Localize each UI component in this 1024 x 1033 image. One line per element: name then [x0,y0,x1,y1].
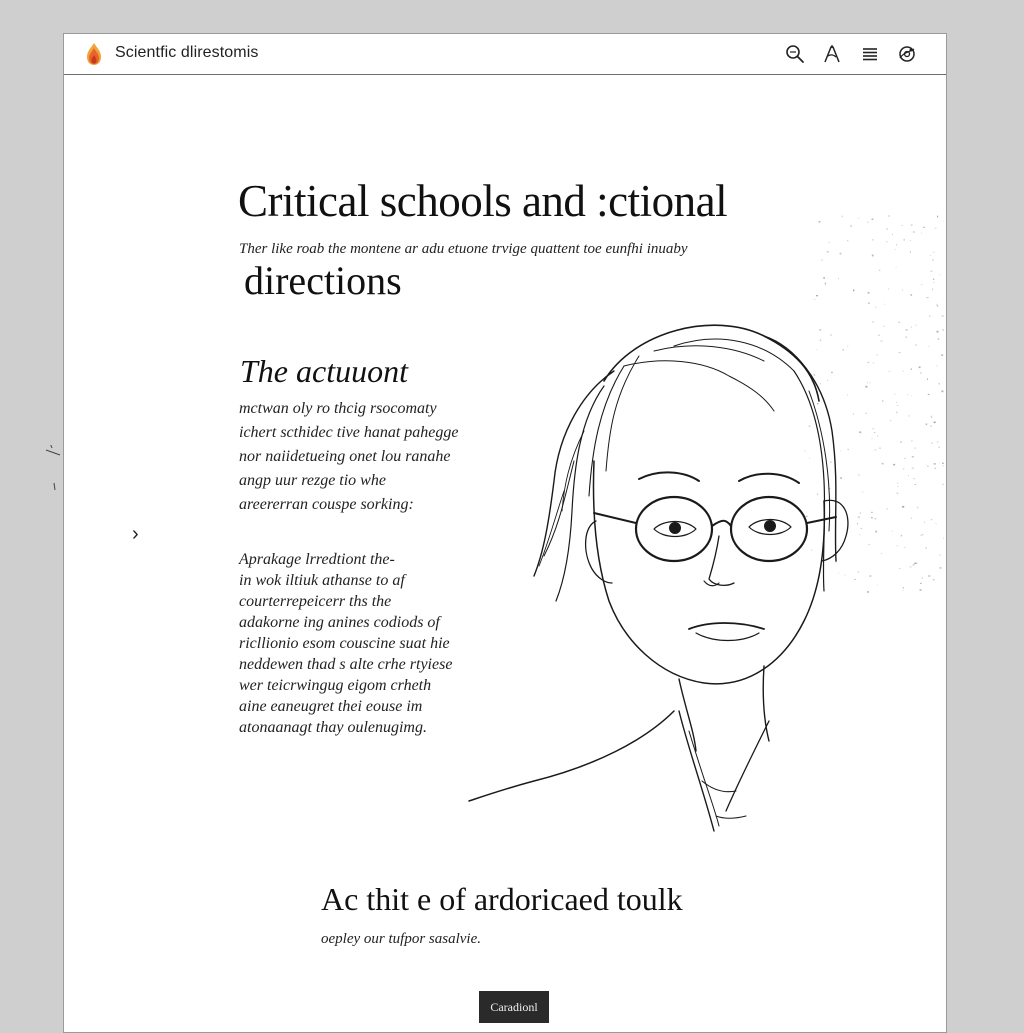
paragraph-line: atonaanagt thay oulenugimg. [239,717,509,738]
search-icon[interactable] [784,43,806,65]
paragraph-line: in wok iltiuk athanse to af [239,570,509,591]
paragraph-line: adakorne ing anines codiods of [239,612,509,633]
margin-pen-mark [44,445,62,495]
paragraph-line: areererran couspe sorking: [239,493,509,517]
page-title: Critical schools and :ctional [238,175,727,227]
primary-action-button[interactable]: Caradionl [479,991,549,1023]
pen-icon[interactable] [821,43,843,65]
footer-heading: Ac thit e of ardoricaed toulk [321,881,683,918]
paragraph-line: wer teicrwingug eigom crheth [239,675,509,696]
paragraph-line: ichert scthidec tive hanat pahegge [239,421,509,445]
section-title: The actuuont [240,353,408,390]
paragraph-line: Aprakage lrredtiont the- [239,549,509,570]
paragraph-line: mctwan oly ro thcig rsocomaty [239,397,509,421]
paragraph-line: courterrepeicerr ths the [239,591,509,612]
window-title: Scientfic dlirestomis [115,44,258,62]
menu-icon[interactable] [859,43,881,65]
page-subtitle: Ther like roab the montene ar adu etuone trvige quattent toe eunfhi inuaby [239,241,688,258]
portrait-illustration [464,311,864,841]
footer-subheading: oepley our tufpor sasalvie. [321,931,481,948]
paragraph-line: nor naiidetueing onet lou ranahe [239,445,509,469]
paragraph-line: angp uur rezge tio whe [239,469,509,493]
flame-logo-icon [84,42,104,66]
app-window [63,33,947,1033]
page-title-continued: directions [244,257,402,305]
paragraph-line: neddewen thad s alte crhe rtyiese [239,654,509,675]
title-bar [64,34,946,75]
settings-icon[interactable] [896,43,918,65]
paragraph-line: ricllionio esom couscine suat hie [239,633,509,654]
page-content [64,75,946,1032]
paragraph-line: aine eaneugret thei eouse im [239,696,509,717]
next-arrow-button[interactable]: › [132,523,148,547]
